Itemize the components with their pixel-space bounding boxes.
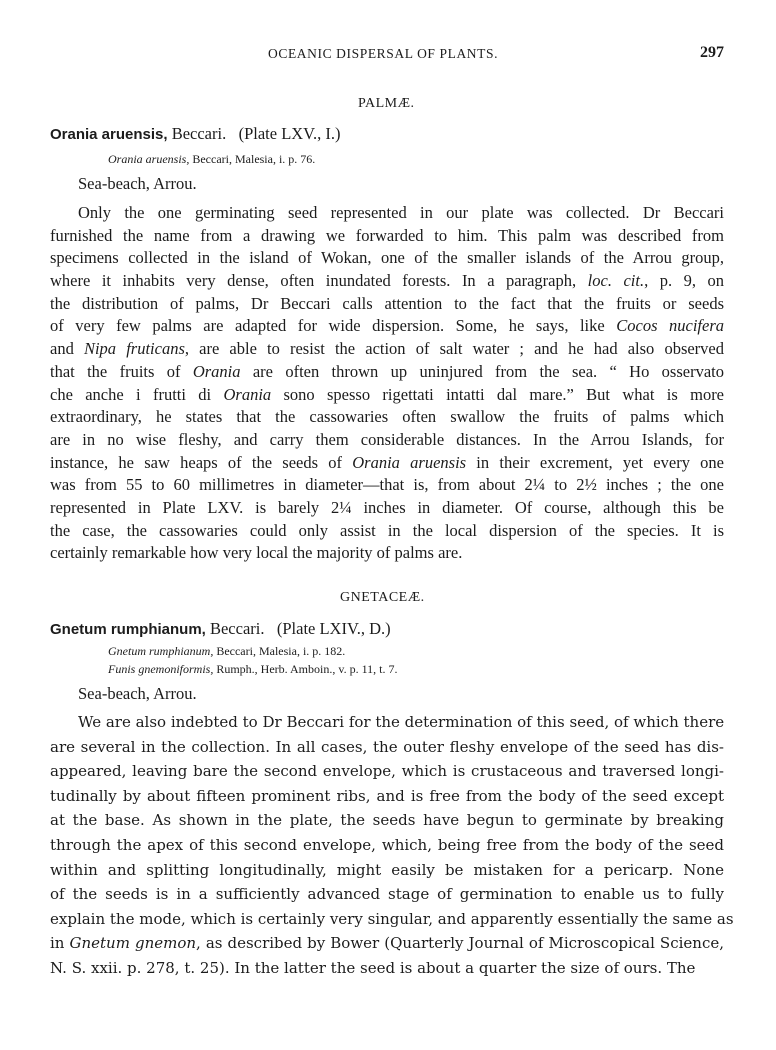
page-number: 297 [700, 44, 724, 61]
text-run: are several in the collection. In all cases, the outer fleshy envelope of the seed has dis- [50, 737, 724, 756]
synonym-orania [108, 152, 315, 167]
running-head [0, 46, 776, 66]
text-line [50, 808, 724, 833]
text-run: the distribution of palms, Dr Beccari calls attention to the fact that the fruits or seeds [50, 293, 724, 313]
text-run: of very few palms are adapted for wide dispersion. Some, he says, like [50, 316, 617, 336]
section-heading-gnetaceae: GNETACEÆ. [340, 590, 425, 605]
synonym-ref: Rumph., Herb. Amboin., v. p. 11, t. 7. [216, 662, 398, 676]
text-line [50, 759, 724, 784]
section-heading-palmae: PALMÆ. [358, 96, 415, 111]
species-author: Beccari. [209, 619, 265, 638]
text-line [50, 293, 724, 316]
text-run: the case, the cassowaries could only assist in the local dispersion of the species. It is [50, 520, 724, 540]
text-run: Only the one germinating seed represented in our plate was collected. Dr Beccari [78, 203, 724, 222]
synonym-funis [108, 662, 397, 677]
italic-term: Orania [223, 384, 272, 404]
synonym-name: Funis gnemoniformis, [108, 662, 214, 676]
text-run: We are also indebted to Dr Beccari for the determination of this seed, of which there [78, 713, 725, 731]
text-line [50, 452, 724, 475]
text-line [50, 338, 724, 361]
italic-term: Cocos nucifera [616, 316, 724, 336]
text-run: are in no wise fleshy, and carry them considerable distances. In the Arrou Islands, for [50, 429, 724, 449]
text-line [50, 784, 724, 809]
species-heading-gnetum [50, 619, 391, 639]
text-line [50, 225, 724, 248]
text-line [50, 956, 724, 981]
text-run: furnished the name from a drawing we forwarded to him. This palm was described from [50, 225, 724, 245]
text-run: certainly remarkable how very local the majority of palms are. [50, 543, 463, 563]
text-line [50, 202, 724, 225]
text-line [50, 833, 724, 858]
text-line [50, 361, 724, 384]
italic-term: loc. cit. [587, 271, 645, 291]
synonym-name: Gnetum rumphianum, [108, 644, 214, 658]
text-line [50, 931, 724, 956]
paragraph-orania [50, 202, 724, 565]
species-name: Gnetum rumphianum, [50, 621, 206, 638]
text-line [50, 384, 724, 407]
text-run: , are able to resist the action of salt water ; and he had also observed [184, 339, 725, 359]
text-line [50, 247, 724, 270]
synonym-name: Orania aruensis, [108, 152, 190, 166]
text-run: sono spesso rigettati intatti dal mare.” But what is more [271, 384, 725, 404]
text-line [50, 474, 724, 497]
text-run: , as described by Bower (Quarterly Journal of Microscopical Science, [196, 934, 724, 953]
text-run: where it inhabits very dense, often inundated forests. In a paragraph, [50, 271, 588, 291]
text-line [50, 710, 724, 735]
synonym-ref: Beccari, Malesia, i. p. 76. [192, 152, 316, 166]
text-run: that the fruits of [50, 361, 193, 381]
habitat-orania: Sea-beach, Arrou. [78, 174, 197, 193]
habitat-gnetum: Sea-beach, Arrou. [78, 684, 197, 703]
text-line [50, 406, 724, 429]
text-run: and [50, 339, 84, 359]
text-line [50, 735, 724, 760]
text-run: extraordinary, he states that the cassowaries often swallow the fruits of palms which [50, 407, 724, 427]
text-line [50, 542, 724, 565]
text-run: at the base. As shown in the plate, the seeds have begun to germinate by breaking [50, 811, 724, 830]
text-run: instance, he saw heaps of the seeds of [50, 452, 353, 472]
text-run: in their excrement, yet every one [466, 452, 725, 472]
species-heading-orania [50, 124, 340, 144]
synonym-gnetum [108, 644, 345, 659]
text-line [50, 858, 724, 883]
text-run: in [50, 934, 70, 953]
text-run: N. S. xxii. p. 278, t. 25). In the latter the seed is about a quarter the size of ours. The [50, 958, 696, 977]
italic-term: Orania [192, 361, 241, 381]
species-name: Orania aruensis, [50, 126, 168, 143]
plate-reference: (Plate LXIV., D.) [276, 619, 391, 638]
text-line [50, 907, 734, 932]
paragraph-gnetum [50, 710, 734, 981]
text-run: che anche i frutti di [50, 384, 224, 404]
text-run: within and splitting longitudinally, might easily be mistaken for a pericarp. None [50, 860, 724, 879]
text-run: through the apex of this second envelope, which, being free from the body of the seed [50, 835, 724, 854]
synonym-ref: Beccari, Malesia, i. p. 182. [216, 644, 346, 658]
text-line [50, 882, 724, 907]
text-run: specimens collected in the island of Wokan, one of the smaller islands of the Arrou group, [50, 248, 724, 268]
text-run: represented in Plate LXV. is barely 2¼ inches in diameter. Of course, although this be [50, 497, 724, 517]
text-line [50, 429, 724, 452]
running-title: OCEANIC DISPERSAL OF PLANTS. [268, 46, 499, 61]
text-run: , p. 9, on [644, 271, 724, 291]
text-run: of the seeds is in a sufficiently advanced stage of germination to enable us to fully [50, 885, 724, 904]
text-run: are often thrown up uninjured from the sea. “ Ho osservato [240, 361, 724, 381]
text-run: appeared, leaving bare the second envelope, which is crustaceous and traversed longi- [50, 762, 724, 781]
italic-term: Nipa fruticans [83, 339, 185, 359]
italic-term: Orania aruensis [352, 452, 467, 472]
text-line [50, 315, 724, 338]
text-line [50, 497, 724, 520]
plate-reference: (Plate LXV., I.) [238, 124, 341, 143]
text-run: was from 55 to 60 millimetres in diameter—that is, from about 2¼ to 2½ inches ; the one [50, 475, 724, 495]
text-run: tudinally by about fifteen prominent ribs, and is free from the body of the seed except [50, 786, 724, 805]
italic-term: Gnetum gnemon [69, 934, 197, 953]
species-author: Beccari. [171, 124, 227, 143]
text-run: explain the mode, which is certainly very singular, and apparently essentially the same as [50, 909, 734, 928]
text-line [50, 270, 724, 293]
text-line [50, 520, 724, 543]
